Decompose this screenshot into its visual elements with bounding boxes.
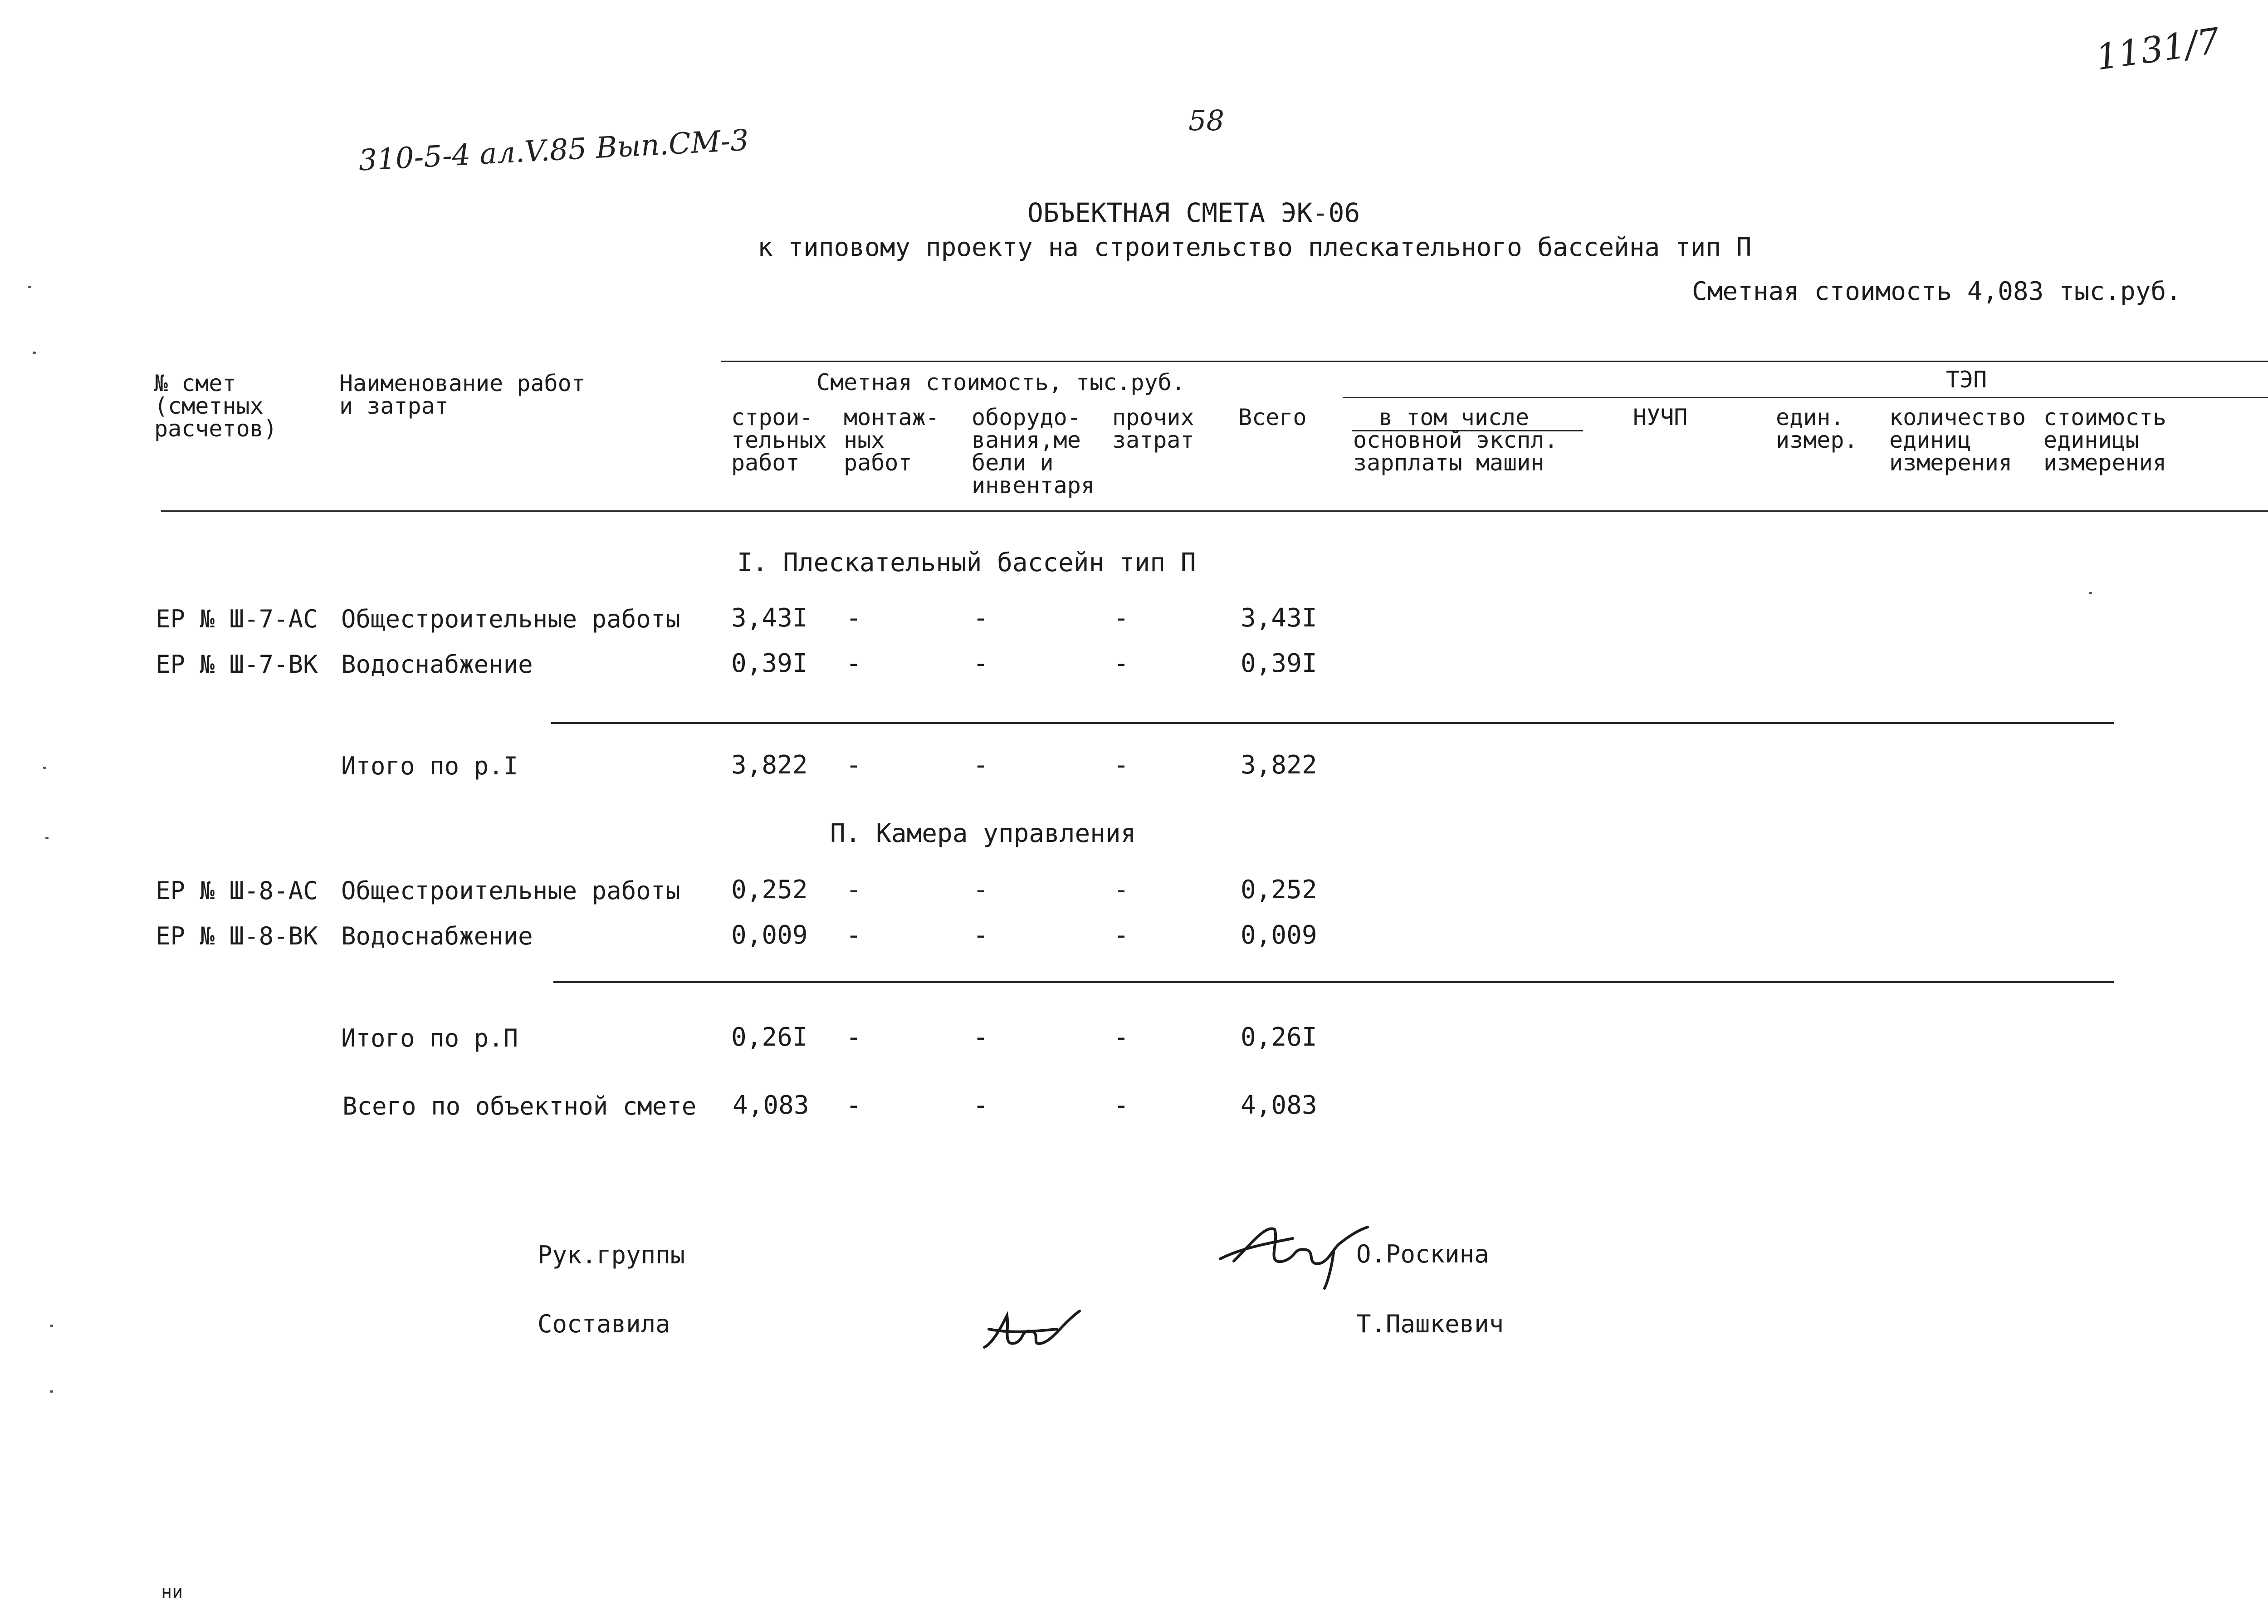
header-other: прочих затрат [1112,404,1194,453]
row-name: Водоснабжение [341,922,533,950]
scan-speck [43,767,46,769]
section2-subtotal-rule [553,981,2114,983]
grand-total-other: - [1114,1091,1129,1120]
header-build: строи- тельных работ [731,404,827,476]
corner-reference: 1131/7 [2093,20,2223,78]
row-other: - [1114,920,1129,950]
row-build: 3,43I [731,603,808,633]
subtotal-equip: - [973,750,988,780]
row-name: Водоснабжение [341,650,533,679]
grand-total-build: 4,083 [733,1091,809,1120]
header-qty: количество единиц измерения [1889,404,2026,476]
header-num: № смет (сметных расчетов) [154,370,277,442]
row-equip: - [973,920,988,950]
tep-rule [1343,397,2268,398]
document-subtitle: к типовому проекту на строительство плескательного бассейна тип П [758,233,1752,262]
document-title: ОБЪЕКТНАЯ СМЕТА ЭК-06 [1027,197,1360,228]
subtotal-mount: - [846,750,861,780]
page-number: 58 [1188,104,1224,137]
header-mount: монтаж- ных работ [844,404,939,476]
section1-subtotal-rule [551,722,2114,724]
header-nuchp: НУЧП [1633,404,1688,430]
header-unit: един. измер. [1776,404,1858,453]
subtotal-name: Итого по р.П [341,1024,518,1052]
scan-speck [50,1325,53,1327]
footer-mark: ни [161,1582,183,1603]
row-code: ЕР № Ш-8-ВК [156,922,318,950]
signature-role-2: Составила [538,1310,670,1338]
grand-total-name: Всего по объектной смете [342,1092,697,1120]
row-other: - [1114,875,1129,905]
row-code: ЕР № Ш-8-АС [156,876,318,905]
row-build: 0,252 [731,875,808,905]
row-build: 0,39I [731,649,808,678]
scan-speck [33,352,36,354]
subtotal-name: Итого по р.I [341,752,518,780]
scan-speck [50,1390,53,1393]
grand-total-equip: - [973,1091,988,1120]
row-code: ЕР № Ш-7-ВК [156,650,318,679]
scan-speck [45,837,49,839]
header-total: Всего [1238,404,1307,430]
document-reference: 310-5-4 ал.V.85 Вып.СМ-3 [357,123,750,178]
row-code: ЕР № Ш-7-АС [156,605,318,633]
grand-total-mount: - [846,1091,861,1120]
subtotal-mount: - [846,1022,861,1052]
row-other: - [1114,603,1129,633]
header-top-rule [721,361,2268,362]
row-equip: - [973,875,988,905]
subtotal-total: 3,822 [1241,750,1317,780]
subtotal-build: 0,26I [731,1022,808,1052]
row-total: 0,39I [1241,649,1317,678]
row-total: 3,43I [1241,603,1317,633]
header-tep-group: ТЭП [1946,367,1987,393]
row-total: 0,252 [1241,875,1317,905]
header-equip: оборудо- вания,ме бели и инвентаря [972,404,1095,499]
subtotal-total: 0,26I [1241,1022,1317,1052]
row-build: 0,009 [731,920,808,950]
row-mount: - [846,649,861,678]
row-mount: - [846,920,861,950]
row-equip: - [973,603,988,633]
section2-title: П. Камера управления [830,819,1136,848]
row-mount: - [846,875,861,905]
row-equip: - [973,649,988,678]
header-unitcost: стоимость единицы измерения [2043,404,2166,476]
header-bottom-rule [161,510,2268,512]
row-name: Общестроительные работы [341,876,680,905]
signature-name-1: О.Роскина [1356,1240,1489,1268]
signature-2 [975,1297,1084,1361]
subtotal-build: 3,822 [731,750,808,780]
row-mount: - [846,603,861,633]
total-cost-label: Сметная стоимость 4,083 тыс.руб. [1692,277,2181,306]
subtotal-other: - [1114,1022,1129,1052]
header-name: Наименование работ и затрат [339,370,585,419]
subtotal-other: - [1114,750,1129,780]
header-incl-title: в том числе [1379,404,1530,430]
signature-role-1: Рук.группы [538,1241,685,1269]
row-other: - [1114,649,1129,678]
scan-speck [28,286,31,288]
section1-title: I. Плескательный бассейн тип П [737,548,1196,577]
header-incl-cols: основной экспл. зарплаты машин [1353,427,1558,476]
row-total: 0,009 [1241,920,1317,950]
signature-1 [1216,1216,1370,1293]
scan-speck [2089,592,2092,594]
row-name: Общестроительные работы [341,605,680,633]
subtotal-equip: - [973,1022,988,1052]
header-cost-group: Сметная стоимость, тыс.руб. [816,369,1185,396]
grand-total-total: 4,083 [1241,1091,1317,1120]
signature-name-2: Т.Пашкевич [1356,1310,1504,1338]
